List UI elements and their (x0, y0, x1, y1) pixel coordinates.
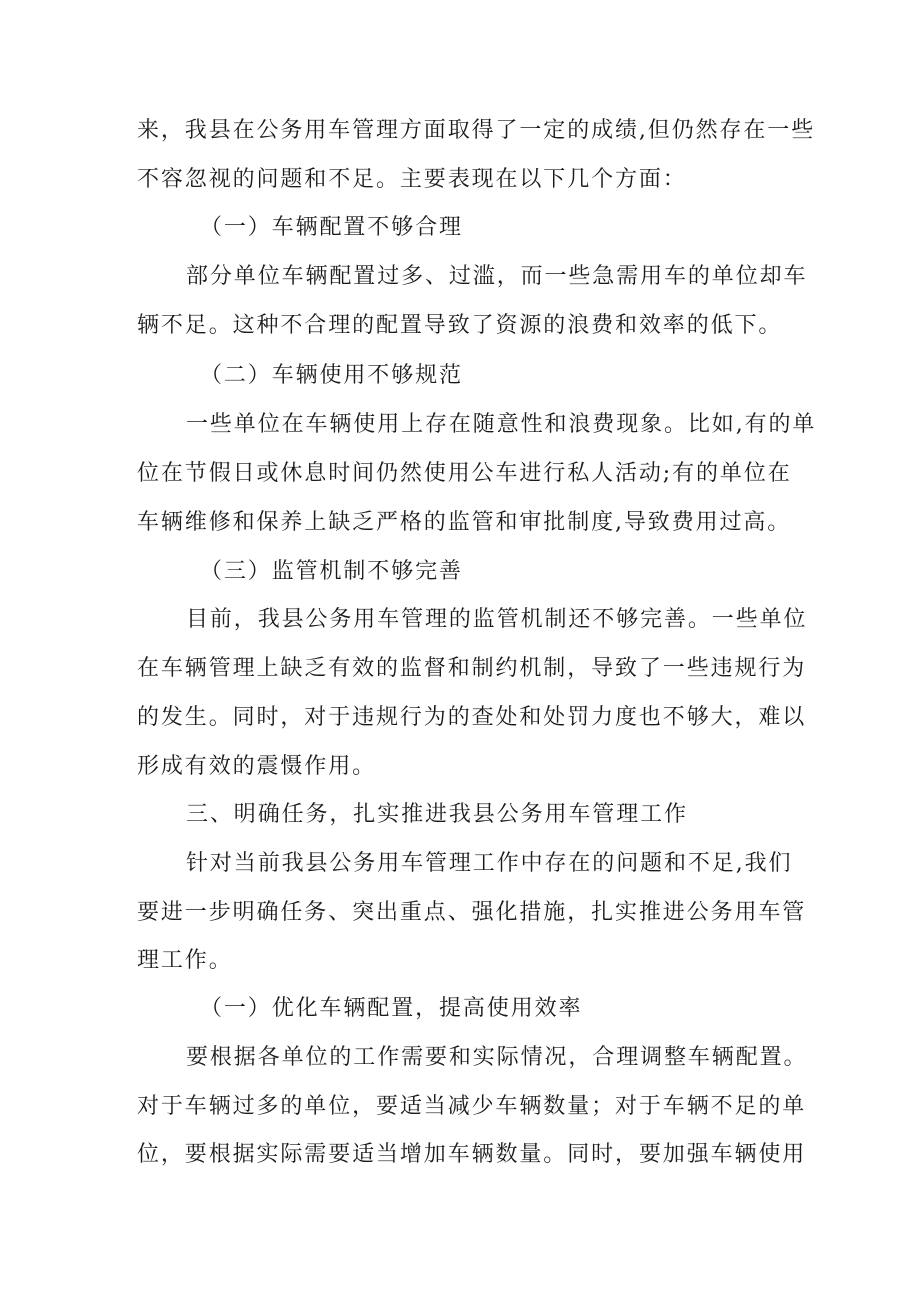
section-heading: （三）监管机制不够完善 (200, 559, 463, 584)
paragraph-line: 车辆维修和保养上缺乏严格的监管和审批制度,导致费用过高。 (137, 510, 792, 535)
paragraph-line: 辆不足。这种不合理的配置导致了资源的浪费和效率的低下。 (137, 313, 783, 338)
paragraph-line: 形成有效的震慑作用。 (137, 754, 377, 779)
section-heading: （一）优化车辆配置，提高使用效率 (200, 996, 583, 1021)
paragraph-line: 对于车辆过多的单位，要适当减少车辆数量；对于车辆不足的单 (137, 1094, 807, 1119)
paragraph-line: 一些单位在车辆使用上存在随意性和浪费现象。比如,有的单 (186, 412, 817, 437)
paragraph-line: 位在节假日或休息时间仍然使用公车进行私人活动;有的单位在 (137, 461, 792, 486)
paragraph-line: 目前，我县公务用车管理的监管机制还不够完善。一些单位 (186, 607, 808, 632)
paragraph-line: 在车辆管理上缺乏有效的监督和制约机制，导致了一些违规行为 (137, 656, 807, 681)
paragraph-line: 理工作。 (137, 948, 233, 973)
paragraph-line: 要进一步明确任务、突出重点、强化措施，扎实推进公务用车管 (137, 900, 807, 925)
chapter-heading: 三、明确任务，扎实推进我县公务用车管理工作 (186, 802, 688, 827)
paragraph-line: 的发生。同时，对于违规行为的查处和处罚力度也不够大，难以 (137, 705, 807, 730)
paragraph-line: 针对当前我县公务用车管理工作中存在的问题和不足,我们 (186, 851, 793, 876)
paragraph-line: 要根据各单位的工作需要和实际情况，合理调整车辆配置。 (186, 1045, 808, 1070)
paragraph-line: 不容忽视的问题和不足。主要表现在以下几个方面： (137, 167, 687, 192)
section-heading: （一）车辆配置不够合理 (200, 215, 463, 240)
paragraph-line: 来，我县在公务用车管理方面取得了一定的成绩,但仍然存在一些 (137, 118, 816, 143)
paragraph-line: 部分单位车辆配置过多、过滥，而一些急需用车的单位却车 (186, 264, 808, 289)
paragraph-line: 位，要根据实际需要适当增加车辆数量。同时，要加强车辆使用 (137, 1142, 807, 1167)
section-heading: （二）车辆使用不够规范 (200, 363, 463, 388)
